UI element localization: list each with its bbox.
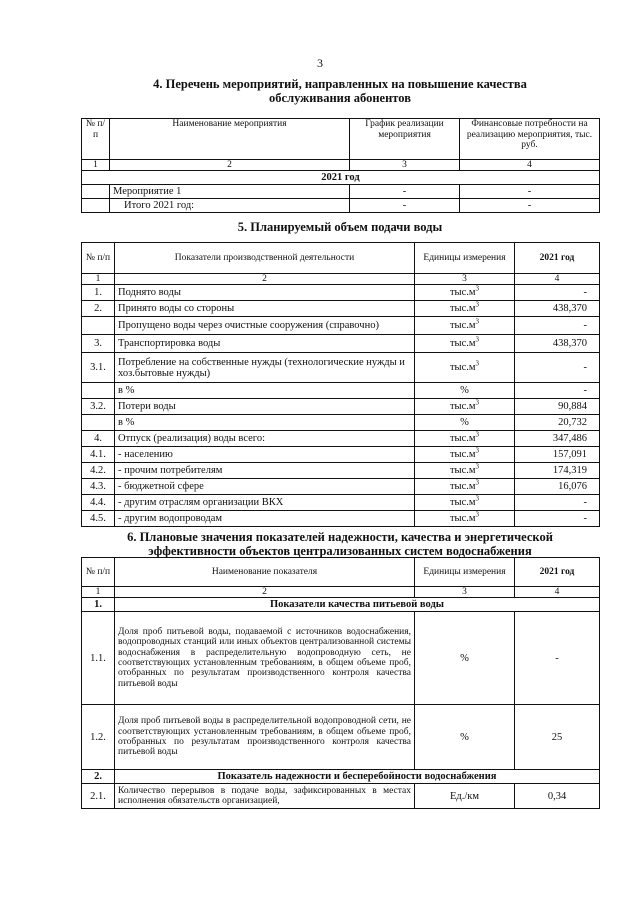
cell-unit [415, 353, 515, 383]
group-row [82, 770, 600, 784]
unit-superscript: 3 [475, 462, 480, 471]
unit-text: тыс.м [449, 513, 476, 524]
cell-indicator: Потери воды [115, 399, 415, 415]
section5-title: 5. Планируемый объем подачи воды [237, 220, 443, 234]
cell-value: - [515, 353, 600, 383]
header-num: № п/п [82, 119, 110, 160]
cell-num [82, 317, 115, 335]
table-row [82, 612, 600, 705]
unit-text: тыс.м [449, 449, 476, 460]
header-indicator: Наименование показателя [115, 558, 415, 587]
table-row [82, 185, 600, 199]
header-unit: Единицы измерения [415, 243, 515, 274]
section4-title-line2: обслуживания абонентов [269, 91, 411, 105]
cell-num [82, 415, 115, 431]
cell-num: 1.2. [82, 705, 115, 770]
cell-num: 3.1. [82, 353, 115, 383]
page-number: 3 [317, 56, 323, 70]
cell-indicator: Поднято воды [115, 285, 415, 301]
cell-num: 1. [82, 285, 115, 301]
col-number: 1 [82, 160, 110, 171]
cell-value: 438,370 [515, 301, 600, 317]
header-num: № п/п [82, 243, 115, 274]
cell-indicator: - прочим потребителям [115, 463, 415, 479]
cell-unit [415, 495, 515, 511]
cell-indicator: в % [115, 415, 415, 431]
col-number: 1 [82, 587, 115, 598]
year-label: 2021 год [82, 171, 600, 185]
group-row [82, 598, 600, 612]
cell-indicator: Доля проб питьевой воды, подаваемой с источников водоснабжения, водопроводных станций или иных объектов централизованной системы водоснабжения в распределительную водопроводную сеть, не соответствующих установленным требованиям, в общем объеме проб, отобранных по результатам производственного контроля качества питьевой воды [115, 612, 415, 705]
header-num: № п/п [82, 558, 115, 587]
cell-value: 0,34 [515, 784, 600, 809]
cell-num [82, 185, 110, 199]
section6-title-line2: эффективности объектов централизованных систем водоснабжения [148, 544, 532, 558]
col-number: 1 [82, 274, 115, 285]
unit-superscript: 3 [475, 494, 480, 503]
header-year: 2021 год [515, 558, 600, 587]
unit-superscript: 3 [475, 446, 480, 455]
cell-value: 20,732 [515, 415, 600, 431]
cell-indicator: Принято воды со стороны [115, 301, 415, 317]
cell-indicator: Потребление на собственные нужды (технологические нужды и хоз.бытовые нужды) [115, 353, 415, 383]
water-supply-table [81, 242, 600, 527]
reliability-table [81, 557, 600, 809]
unit-superscript: 3 [475, 284, 480, 293]
cell-num: 4.1. [82, 447, 115, 463]
unit-superscript: 3 [475, 510, 480, 519]
cell-num [82, 383, 115, 399]
header-finance: Финансовые потребности на реализацию мероприятия, тыс. руб. [460, 119, 600, 160]
cell-indicator: Транспортировка воды [115, 335, 415, 353]
cell-num: 4.2. [82, 463, 115, 479]
cell-num: 4.3. [82, 479, 115, 495]
table-row [82, 415, 600, 431]
cell-unit: % [415, 705, 515, 770]
section4-title-line1: 4. Перечень мероприятий, направленных на повышение качества [153, 77, 527, 91]
cell-unit [415, 335, 515, 353]
unit-text: тыс.м [449, 481, 476, 492]
section6-title-line1: 6. Плановые значения показателей надежности, качества и энергетической [127, 530, 553, 544]
header-indicator: Показатели производственной деятельности [115, 243, 415, 274]
unit-superscript: 3 [475, 430, 480, 439]
table-row [82, 447, 600, 463]
unit-superscript: 3 [475, 335, 480, 344]
cell-value: 157,091 [515, 447, 600, 463]
cell-finance: - [460, 185, 600, 199]
cell-unit: % [415, 415, 515, 431]
col-number: 4 [515, 587, 600, 598]
cell-num: 4.5. [82, 511, 115, 527]
cell-unit: Ед./км [415, 784, 515, 809]
table-row [82, 317, 600, 335]
group-title: Показатели качества питьевой воды [115, 598, 600, 612]
cell-activity: Мероприятие 1 [110, 185, 350, 199]
unit-text: тыс.м [449, 401, 476, 412]
cell-unit: % [415, 612, 515, 705]
cell-value: - [515, 317, 600, 335]
unit-superscript: 3 [475, 300, 480, 309]
cell-unit [415, 399, 515, 415]
table-row [82, 199, 600, 213]
unit-text: тыс.м [449, 497, 476, 508]
group-title: Показатель надежности и бесперебойности водоснабжения [115, 770, 600, 784]
cell-num: 3.2. [82, 399, 115, 415]
cell-unit: % [415, 383, 515, 399]
col-number: 4 [515, 274, 600, 285]
unit-text: тыс.м [449, 338, 476, 349]
header-unit: Единицы измерения [415, 558, 515, 587]
header-year: 2021 год [515, 243, 600, 274]
cell-value: 438,370 [515, 335, 600, 353]
cell-activity: Итого 2021 год: [110, 199, 350, 213]
unit-superscript: 3 [475, 359, 480, 368]
table-row [82, 463, 600, 479]
cell-indicator: Пропущено воды через очистные сооружения (справочно) [115, 317, 415, 335]
table-row [82, 431, 600, 447]
group-num: 1. [82, 598, 115, 612]
cell-value: 16,076 [515, 479, 600, 495]
cell-num: 1.1. [82, 612, 115, 705]
col-number: 2 [110, 160, 350, 171]
table-row [82, 301, 600, 317]
cell-value: - [515, 285, 600, 301]
table-row [82, 479, 600, 495]
table-row [82, 705, 600, 770]
cell-num: 2. [82, 301, 115, 317]
unit-text: тыс.м [449, 287, 476, 298]
section4-title [80, 77, 600, 105]
table-row [82, 285, 600, 301]
col-number: 4 [460, 160, 600, 171]
table-row [82, 383, 600, 399]
unit-text: тыс.м [449, 320, 476, 331]
cell-indicator: - бюджетной сфере [115, 479, 415, 495]
cell-indicator: - населению [115, 447, 415, 463]
cell-unit [415, 447, 515, 463]
cell-value: 347,486 [515, 431, 600, 447]
cell-unit [415, 431, 515, 447]
cell-unit [415, 511, 515, 527]
table-row [82, 495, 600, 511]
cell-finance: - [460, 199, 600, 213]
table-row [82, 511, 600, 527]
unit-superscript: 3 [475, 398, 480, 407]
unit-text: тыс.м [449, 433, 476, 444]
cell-unit [415, 301, 515, 317]
cell-num [82, 199, 110, 213]
cell-unit [415, 479, 515, 495]
cell-value: 90,884 [515, 399, 600, 415]
activities-table [81, 118, 600, 213]
unit-superscript: 3 [475, 478, 480, 487]
header-activity: Наименование мероприятия [110, 119, 350, 160]
cell-unit [415, 317, 515, 335]
cell-value: - [515, 495, 600, 511]
cell-value: - [515, 511, 600, 527]
col-number: 3 [415, 274, 515, 285]
cell-indicator: Количество перерывов в подаче воды, зафиксированных в местах исполнения обязательств организацией, [115, 784, 415, 809]
cell-num: 4. [82, 431, 115, 447]
col-number: 3 [415, 587, 515, 598]
table-row [82, 784, 600, 809]
table-row [82, 335, 600, 353]
col-number: 2 [115, 274, 415, 285]
unit-text: тыс.м [449, 362, 476, 373]
table-row [82, 353, 600, 383]
cell-num: 3. [82, 335, 115, 353]
cell-value: 25 [515, 705, 600, 770]
group-num: 2. [82, 770, 115, 784]
cell-indicator: - другим водопроводам [115, 511, 415, 527]
cell-schedule: - [350, 199, 460, 213]
cell-indicator: в % [115, 383, 415, 399]
cell-value: - [515, 383, 600, 399]
unit-text: тыс.м [449, 465, 476, 476]
table-row [82, 399, 600, 415]
cell-indicator: Отпуск (реализация) воды всего: [115, 431, 415, 447]
section6-title [70, 530, 610, 558]
cell-value: 174,319 [515, 463, 600, 479]
cell-unit [415, 463, 515, 479]
cell-indicator: Доля проб питьевой воды в распределительной водопроводной сети, не соответствующих установленным требованиям, в общем объеме проб, отобранных по результатам производственного контроля качества питьевой воды [115, 705, 415, 770]
cell-unit [415, 285, 515, 301]
cell-num: 2.1. [82, 784, 115, 809]
col-number: 3 [350, 160, 460, 171]
unit-superscript: 3 [475, 317, 480, 326]
cell-schedule: - [350, 185, 460, 199]
cell-value: - [515, 612, 600, 705]
col-number: 2 [115, 587, 415, 598]
cell-indicator: - другим отраслям организации ВКХ [115, 495, 415, 511]
header-schedule: График реализации мероприятия [350, 119, 460, 160]
unit-text: тыс.м [449, 303, 476, 314]
cell-num: 4.4. [82, 495, 115, 511]
